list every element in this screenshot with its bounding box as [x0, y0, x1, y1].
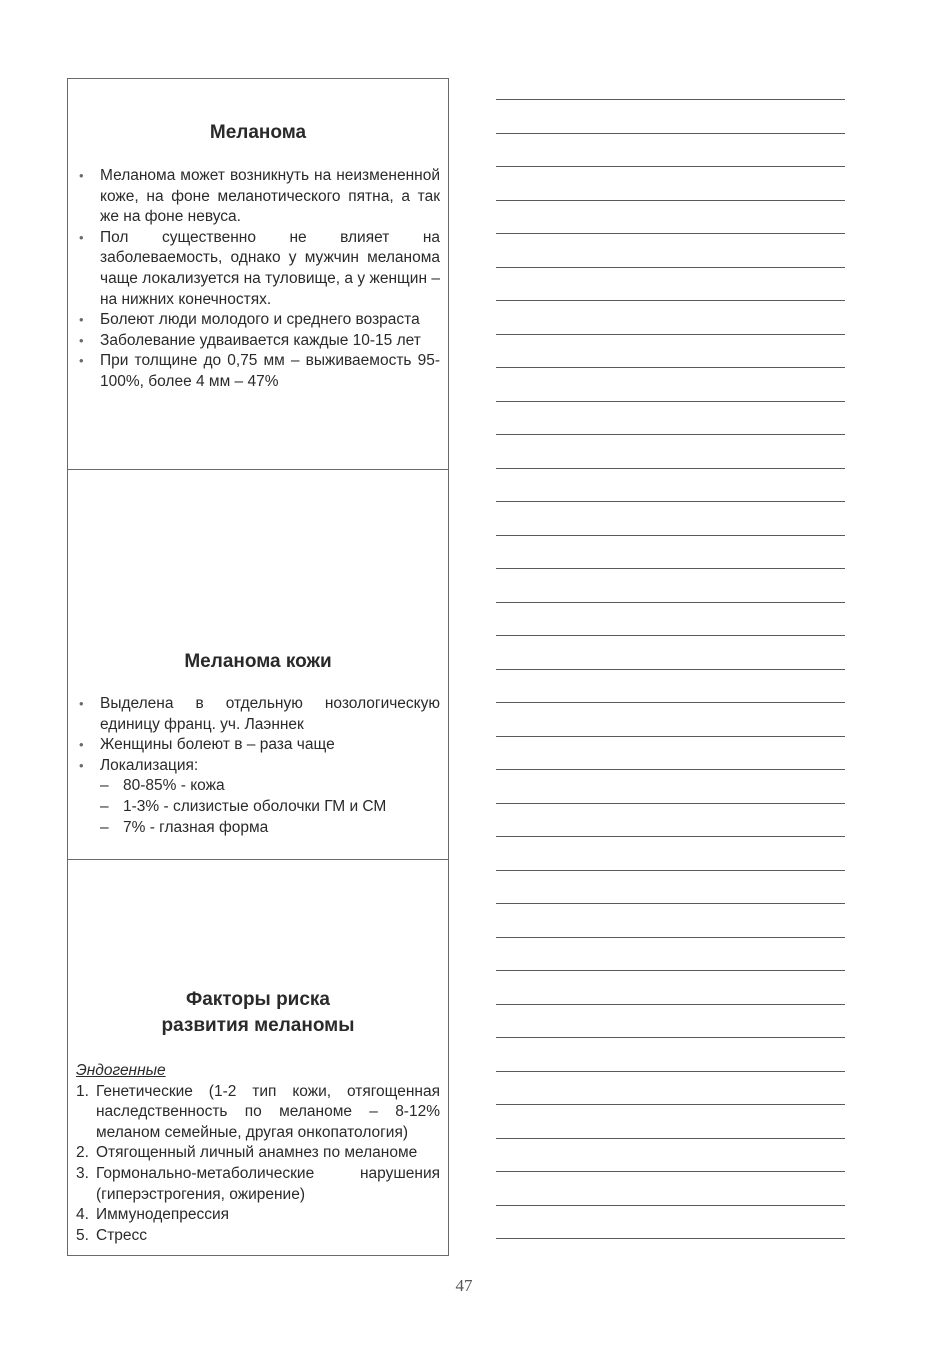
note-line: [496, 501, 845, 502]
slide-content: [76, 166, 440, 393]
slide-title-line: Факторы риска: [186, 989, 330, 1010]
slide-title: [68, 987, 448, 1039]
note-line: [496, 1004, 845, 1005]
note-line: [496, 836, 845, 837]
bullet-item: [76, 756, 440, 838]
note-line: [496, 300, 845, 301]
note-line: [496, 401, 845, 402]
subheading: Эндогенные: [76, 1062, 166, 1079]
numbered-item: [76, 1143, 440, 1164]
numbered-list: [76, 1082, 440, 1247]
note-line: [496, 568, 845, 569]
bullet-item: • Заболевание удваивается каждые 10-15 лет: [76, 331, 440, 352]
note-line: [496, 736, 845, 737]
slide-content: [76, 1061, 440, 1246]
note-line: [496, 200, 845, 201]
bullet-item-text: Локализация:: [100, 756, 199, 774]
bullet-list: [76, 166, 440, 393]
note-line: [496, 1104, 845, 1105]
note-line: [496, 803, 845, 804]
note-line: [496, 1205, 845, 1206]
note-line: [496, 769, 845, 770]
note-line: [496, 1171, 845, 1172]
note-line: [496, 166, 845, 167]
note-line: [496, 535, 845, 536]
slide-skin-melanoma: [68, 469, 448, 859]
item-text: Гормонально-метаболические нарушения (гиперэстрогения, ожирение): [96, 1164, 440, 1203]
notes-lines-area: [496, 0, 845, 1260]
note-line: [496, 1238, 845, 1239]
note-line: [496, 602, 845, 603]
item-text: Стресс: [96, 1226, 148, 1244]
item-text: Иммунодепрессия: [96, 1206, 230, 1224]
bullet-item: • Меланома может возникнуть на неизмененной коже, на фоне меланотического пятна, а так же на фоне невуса.: [76, 166, 440, 228]
note-line: [496, 903, 845, 904]
numbered-item: [76, 1205, 440, 1226]
note-line: [496, 133, 845, 134]
bullet-item: • Женщины болеют в – раза чаще: [76, 735, 440, 756]
bullet-item: • Болеют люди молодого и среднего возраста: [76, 310, 440, 331]
note-line: [496, 267, 845, 268]
slide-melanoma: [68, 79, 448, 469]
note-line: [496, 970, 845, 971]
item-number: 1.: [76, 1082, 89, 1100]
bullet-list: [76, 694, 440, 838]
slide-title-line: развития меланомы: [161, 1015, 355, 1036]
bullet-item: • Выделена в отдельную нозологическую единицу франц. уч. Лаэннек: [76, 694, 440, 735]
sub-item: – 1-3% - слизистые оболочки ГМ и СМ: [100, 797, 440, 818]
bullet-item: • При толщине до 0,75 мм – выживаемость 95-100%, более 4 мм – 47%: [76, 351, 440, 392]
numbered-item: [76, 1082, 440, 1144]
item-number: 2.: [76, 1144, 89, 1162]
item-text: Генетические (1-2 тип кожи, отягощенная наследственность по меланоме – 8-12% меланом семейные, другая онкопатология): [96, 1082, 440, 1141]
page-number: 47: [455, 1276, 473, 1295]
note-line: [496, 870, 845, 871]
numbered-item: [76, 1226, 440, 1247]
note-line: [496, 434, 845, 435]
sub-item: – 7% - глазная форма: [100, 818, 440, 839]
note-line: [496, 233, 845, 234]
sub-item: – 80-85% - кожа: [100, 776, 440, 797]
slides-panel: [67, 78, 449, 1256]
note-line: [496, 669, 845, 670]
slide-title: Меланома: [209, 122, 307, 143]
note-line: [496, 635, 845, 636]
item-text: Отягощенный личный анамнез по меланоме: [96, 1144, 418, 1162]
slide-content: [76, 694, 440, 838]
note-line: [496, 367, 845, 368]
note-line: [496, 99, 845, 100]
note-line: [496, 937, 845, 938]
note-line: [496, 1138, 845, 1139]
note-line: [496, 334, 845, 335]
note-line: [496, 468, 845, 469]
item-number: 5.: [76, 1226, 89, 1244]
numbered-item: [76, 1164, 440, 1205]
note-line: [496, 702, 845, 703]
slide-risk-factors: [68, 859, 448, 1255]
sub-list: [100, 776, 440, 838]
slide-title: Меланома кожи: [184, 651, 332, 672]
note-line: [496, 1071, 845, 1072]
item-number: 4.: [76, 1206, 89, 1224]
note-line: [496, 1037, 845, 1038]
item-number: 3.: [76, 1164, 89, 1182]
bullet-item: • Пол существенно не влияет на заболеваемость, однако у мужчин меланома чаще локализуется на туловище, а у женщин – на нижних конечностях.: [76, 228, 440, 310]
